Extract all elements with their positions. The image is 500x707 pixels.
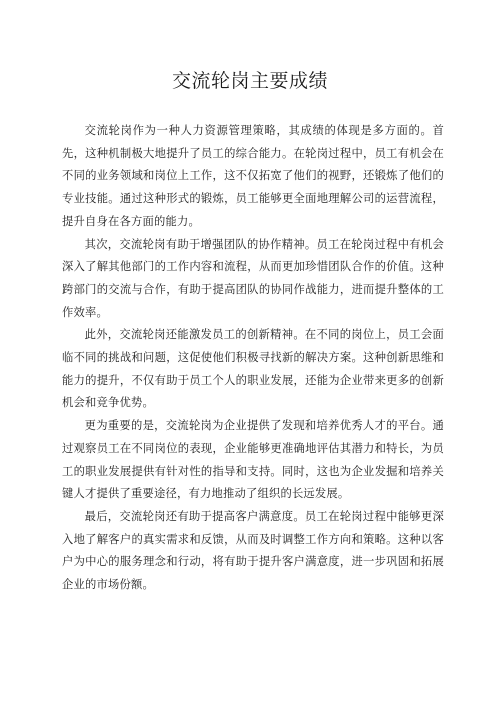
paragraph-2: 其次，交流轮岗有助于增强团队的协作精神。员工在轮岗过程中有机会深入了解其他部门的工作内容和流程，从而更加珍惜团队合作的价值。这种跨部门的交流与合作，有助于提高团队的协同作战能力，进而提升整体的工作效率。: [62, 237, 444, 319]
paragraph-5: 最后，交流轮岗还有助于提高客户满意度。员工在轮岗过程中能够更深入地了解客户的真实需求和反馈，从而及时调整工作方向和策略。这种以客户为中心的服务理念和行动，将有助于提升客户满意度，进一步巩固和拓展企业的市场份额。: [62, 509, 444, 592]
paragraph-1: 交流轮岗作为一种人力资源管理策略，其成绩的体现是多方面的。首先，这种机制极大地提升了员工的综合能力。在轮岗过程中，员工有机会在不同的业务领域和岗位上工作，这不仅拓宽了他们的视野，还锻炼了他们的专业技能。通过这种形式的锻炼，员工能够更全面地理解公司的运营流程，提升自身在各方面的能力。: [62, 124, 444, 228]
document-body: [62, 120, 444, 597]
paragraph-4: 更为重要的是，交流轮岗为企业提供了发现和培养优秀人才的平台。通过观察员工在不同岗位的表现，企业能够更准确地评估其潜力和特长，为员工的职业发展提供有针对性的指导和支持。同时，这也为企业发掘和培养关键人才提供了重要途径，有力地推动了组织的长远发展。: [62, 419, 444, 501]
paragraph-3: 此外，交流轮岗还能激发员工的创新精神。在不同的岗位上，员工会面临不同的挑战和问题，这促使他们积极寻找新的解决方案。这种创新思维和能力的提升，不仅有助于员工个人的职业发展，还能为企业带来更多的创新机会和竞争优势。: [62, 328, 444, 410]
document-title: 交流轮岗主要成绩: [171, 70, 328, 92]
